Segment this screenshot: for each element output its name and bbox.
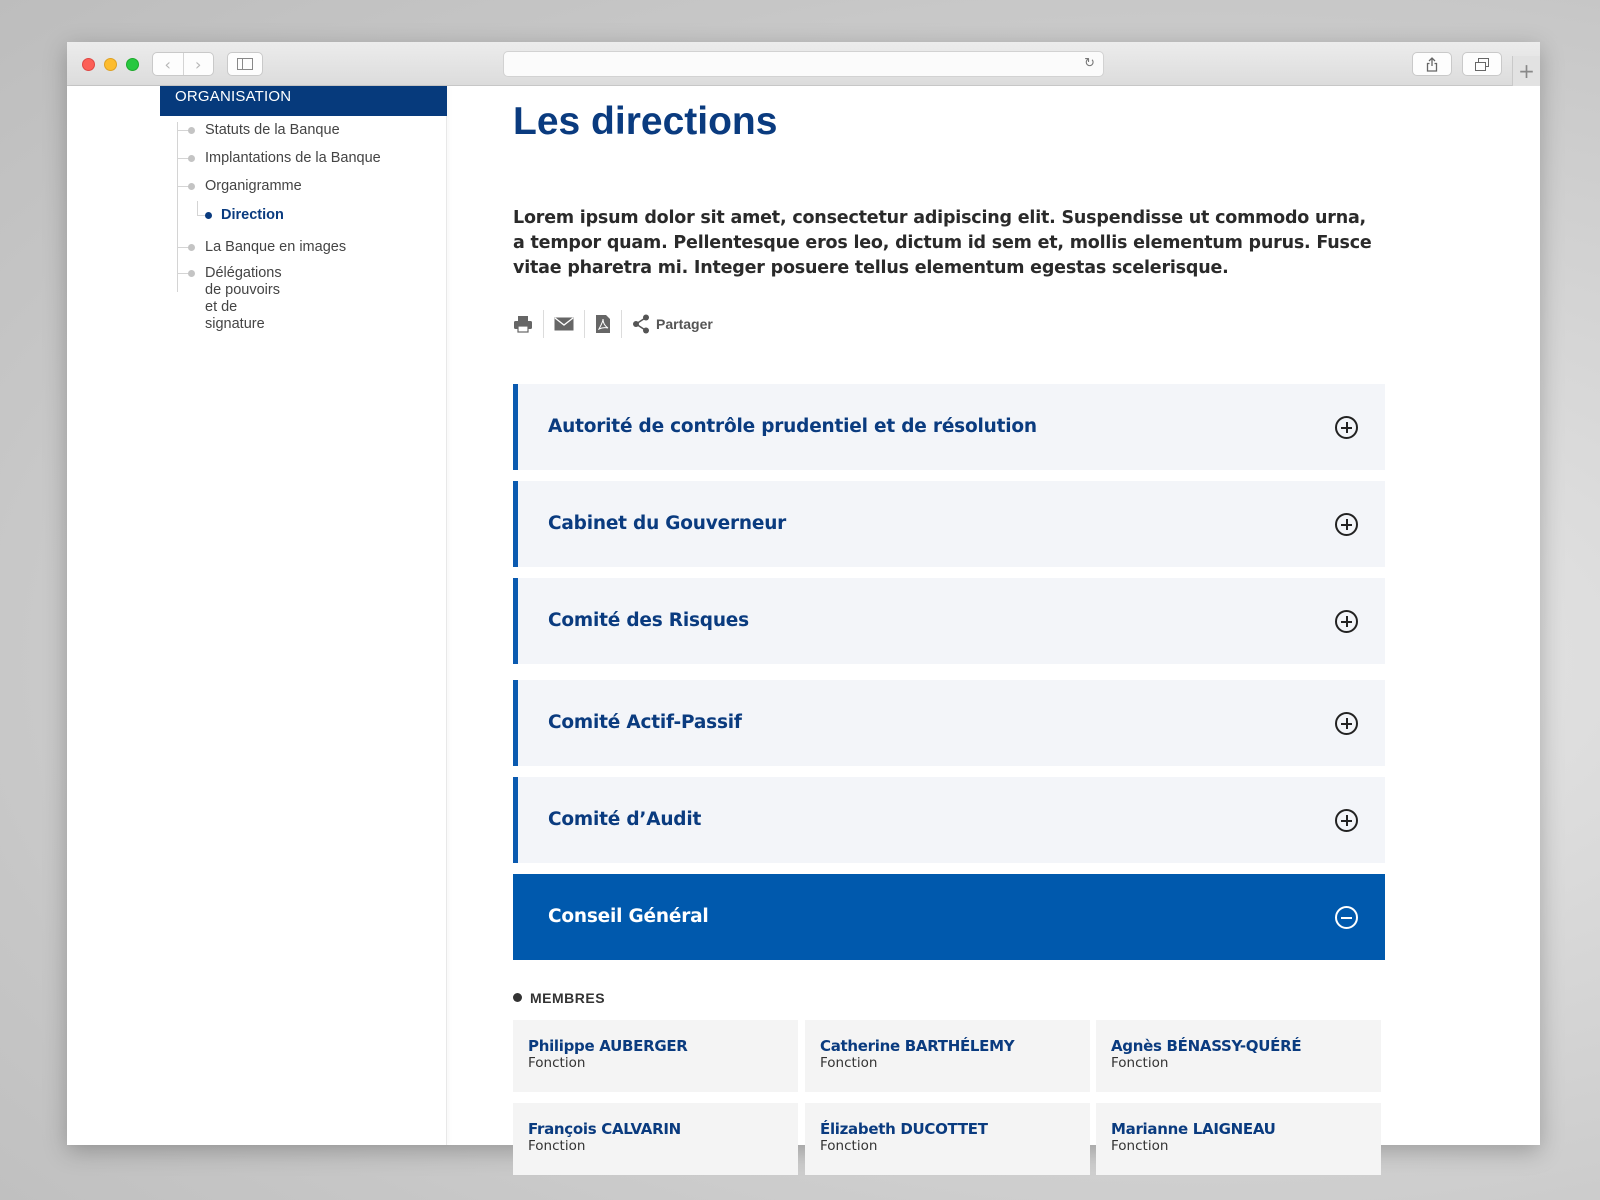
accordion-label: Comité Actif-Passif	[548, 712, 742, 733]
history-nav	[152, 52, 214, 76]
plus-circle-icon[interactable]	[1335, 610, 1358, 633]
sidebar-item-label: Direction	[221, 207, 284, 223]
members-heading-text: MEMBRES	[530, 990, 606, 1006]
sidebar-icon	[237, 58, 253, 70]
member-role: Fonction	[1111, 1138, 1169, 1154]
member-role: Fonction	[820, 1055, 878, 1071]
accordion-label: Conseil Général	[548, 906, 709, 927]
left-sidebar	[67, 86, 447, 1145]
plus-circle-icon[interactable]	[1335, 513, 1358, 536]
member-role: Fonction	[820, 1138, 878, 1154]
members-heading	[513, 990, 605, 1006]
chevron-left-icon[interactable]: ‹	[153, 53, 184, 75]
share-icon	[632, 314, 650, 334]
bullet-icon	[188, 244, 195, 251]
chevron-right-icon[interactable]: ›	[195, 54, 202, 74]
member-role: Fonction	[1111, 1055, 1169, 1071]
sidebar-item-delegations[interactable]	[177, 265, 282, 333]
sidebar-item-organigramme[interactable]	[177, 178, 302, 195]
sidebar-toggle-button[interactable]	[227, 52, 263, 76]
print-icon	[513, 315, 533, 333]
sidebar-item-label: Implantations de la Banque	[205, 150, 381, 166]
sidebar-item-label: Délégations de pouvoirs et de signature	[205, 265, 282, 332]
tabs-icon	[1475, 58, 1489, 71]
accordion-label: Comité d’Audit	[548, 809, 702, 830]
plus-circle-icon[interactable]	[1335, 416, 1358, 439]
browser-window	[67, 42, 1540, 1154]
plus-circle-icon[interactable]	[1335, 809, 1358, 832]
sidebar-item-label: Statuts de la Banque	[205, 122, 340, 138]
sidebar-item-implantations[interactable]	[177, 150, 381, 167]
member-role: Fonction	[528, 1138, 586, 1154]
accordion-label: Autorité de contrôle prudentiel et de résolution	[548, 416, 1037, 437]
share-icon	[1426, 57, 1438, 72]
accordion-label: Cabinet du Gouverneur	[548, 513, 787, 534]
accordion-conseil-general[interactable]	[513, 874, 1385, 960]
intro-paragraph: Lorem ipsum dolor sit amet, consectetur adipiscing elit. Suspendisse ut commodo urna, a tempor quam. Pellentesque eros leo, dictum id sem et, mollis elementum purus. Fusce vitae pharetra mi. Integer posuere tellus elementum egestas scelerisque.	[513, 208, 1372, 278]
sidebar-item-direction[interactable]	[177, 207, 284, 224]
tool-divider	[584, 310, 585, 338]
member-card	[513, 1103, 798, 1175]
print-button[interactable]	[513, 309, 533, 339]
accordion-cabinet[interactable]	[513, 481, 1385, 567]
accordion-acpr[interactable]	[513, 384, 1385, 470]
accordion-label: Comité des Risques	[548, 610, 749, 631]
reload-icon[interactable]: ↻	[1084, 56, 1095, 71]
member-name: Catherine BARTHÉLEMY	[820, 1037, 1015, 1055]
tool-divider	[621, 310, 622, 338]
plus-circle-icon[interactable]	[1335, 712, 1358, 735]
share-button[interactable]	[1412, 52, 1452, 76]
bullet-icon	[188, 183, 195, 190]
member-name: Agnès BÉNASSY-QUÉRÉ	[1111, 1037, 1302, 1055]
page-content	[67, 86, 1540, 1154]
accordion-audit[interactable]	[513, 777, 1385, 863]
accordion-risques[interactable]	[513, 578, 1385, 664]
email-button[interactable]	[554, 309, 574, 339]
sidebar-item-label: La Banque en images	[205, 239, 347, 255]
bullet-icon	[513, 993, 522, 1002]
bullet-icon	[205, 212, 212, 219]
bullet-icon	[188, 127, 195, 134]
page-tools	[513, 309, 713, 339]
minimize-window-button[interactable]	[104, 58, 117, 71]
sidebar-item-statuts[interactable]	[177, 122, 340, 139]
share-page-button[interactable]	[632, 309, 713, 339]
member-name: Élizabeth DUCOTTET	[820, 1120, 988, 1138]
new-tab-button[interactable]: +	[1512, 56, 1540, 86]
pdf-icon	[595, 314, 611, 334]
member-name: Marianne LAIGNEAU	[1111, 1120, 1276, 1138]
member-name: François CALVARIN	[528, 1120, 681, 1138]
bullet-icon	[188, 270, 195, 277]
tool-divider	[543, 310, 544, 338]
member-card	[513, 1020, 798, 1092]
close-window-button[interactable]	[82, 58, 95, 71]
address-bar[interactable]	[503, 51, 1104, 77]
member-name: Philippe AUBERGER	[528, 1037, 688, 1055]
member-card	[805, 1020, 1090, 1092]
pdf-button[interactable]	[595, 309, 611, 339]
page-title: Les directions	[513, 100, 778, 143]
sidebar-header: ORGANISATION	[160, 86, 447, 116]
member-card	[1096, 1020, 1381, 1092]
sidebar-item-label: Organigramme	[205, 178, 302, 194]
email-icon	[554, 317, 574, 331]
tabs-button[interactable]	[1462, 52, 1502, 76]
member-role: Fonction	[528, 1055, 586, 1071]
member-card	[805, 1103, 1090, 1175]
maximize-window-button[interactable]	[126, 58, 139, 71]
sidebar-item-images[interactable]	[177, 239, 346, 256]
browser-titlebar	[67, 42, 1540, 86]
member-card	[1096, 1103, 1381, 1175]
accordion-actif-passif[interactable]	[513, 680, 1385, 766]
bullet-icon	[188, 155, 195, 162]
share-label: Partager	[656, 316, 713, 332]
minus-circle-icon[interactable]	[1335, 906, 1358, 929]
